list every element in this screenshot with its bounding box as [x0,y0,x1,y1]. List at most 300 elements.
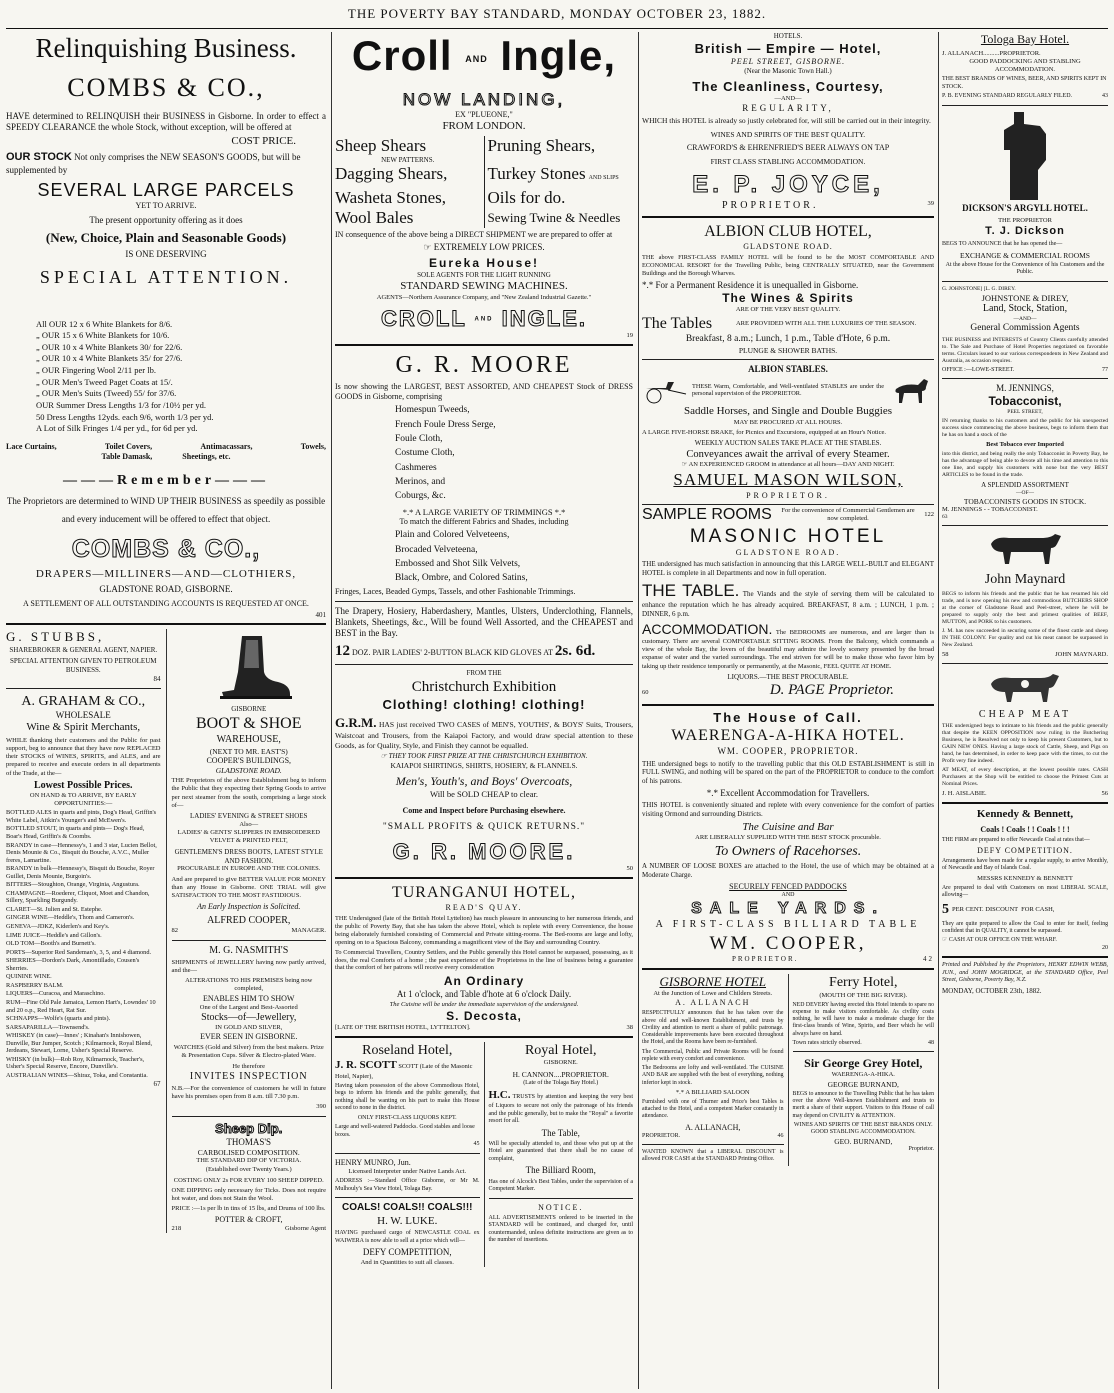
sample-note: For the convenience of Commercial Gentlemen are now completed. [781,506,915,522]
fabric-item: Merinos, and [395,477,446,488]
albion-wines: The Wines & Spirits [722,290,854,305]
column-divider [938,32,939,1389]
nasmith-invites: INVITES INSPECTION [189,1070,308,1082]
jd-top: G. JOHNSTONE] [L. G. DIREY. [942,285,1016,292]
page-footer [642,681,934,700]
cooper-role: PROPRIETOR. [732,955,799,964]
jennings-peel: PEEL STREET, [1007,409,1043,416]
velvet-item: Brocaded Velveteena, [395,544,478,555]
spirit-item: BRANDY in case—Hennessy's, 1 and 3 star, Lucien Bellot, Denis Mounie & Co., Bisquit du Bouche, A.V.C., Muller freres, Lamartine. [6,841,157,864]
graham-sub: WHOLESALE [55,710,111,720]
col1-left-sub [6,629,167,1233]
maynard-text2: J. M. has now succeeded in securing some of the finest cattle and sheep IN THE COLONY. For quality and cut his meat cannot be surpassed in New Zealand. [942,627,1108,648]
royal-ad [485,1042,634,1267]
gloves-line [335,642,633,661]
dip-agent: POTTER & CROFT, [214,1215,283,1225]
boot-text: THE Proprietors of the above Establishment beg to inform the Public that they expecting their Spring Goods to arrive per next steamer from the south, comprising a large stock of— [171,777,326,809]
blanket-item: All OUR 12 x 6 White Blankets for 8/6. [36,318,173,329]
kb-discount [942,901,1108,919]
sold-cheap: Will be SOLD CHEAP to clear. [430,789,538,800]
dip-costing: COSTING ONLY 2s FOR EVERY 100 SHEEP DIPPED. [173,1176,324,1184]
royal-title: Royal Hotel, [524,1042,597,1058]
fabric-item: Foule Cloth, [395,434,443,445]
croll-ingle-footer [335,305,633,333]
trimmings-text: A LARGE VARIETY OF TRIMMINGS [414,506,553,517]
cow-icon [985,668,1065,706]
tolaga-pb: P. B. EVENING STANDARD REGULARLY FILED. [942,93,1073,100]
remember-body: The Proprietors are determined to WIND UP THEIR BUSINESS as speedily as possible and every inducement will be offered to effect that object. [6,496,326,525]
bull-icon [985,530,1065,568]
maynard-text: BEGS to inform his friends and the public that he has resumed his old trade, and is now opening his new and commodious BUTCHERS SHOP at the corner of Gladstone Road and Peel-street, where he will be prepared to supply only the best and primest qualities of BEEF, MUTTON, and PORK to his customers. [942,590,1108,625]
ad-number: 50 [626,865,633,873]
masonic-title: MASONIC HOTEL [689,525,887,547]
situated: THIS HOTEL is conveniently situated and replete with every convenience for the comfort of parties visiting Ormond and surrounding Districts. [642,801,934,818]
coals-heading: COALS! COALS!! COALS!!! [341,1202,473,1214]
kb-for: FOR CASH, [1021,905,1055,913]
drapery: The Drapery, Hosiery, Haberdashery, Mantles, Ulsters, Underclothing, Flannels, Blankets, Sheetings, &c., Will be found Well Assorted, and the CHEAPEST and BEST in the Bay. [335,605,633,639]
small-profits: "SMALL PROFITS & QUICK RETURNS." [382,821,586,832]
column-3 [642,32,934,1389]
croll-ingle-title [335,32,633,83]
ad-number: 218 [171,1225,182,1233]
fenced: SECURELY FENCED PADDOCKS [729,881,847,891]
gisborne-hotel-title: GISBORNE HOTEL [659,974,767,990]
jd-general: General Commission Agents [970,322,1080,333]
boot-mgr: MANAGER. [291,927,326,935]
goods-left [335,208,485,228]
dip-agent-role: Gisborne Agent [285,1225,326,1233]
exhibition: Christchurch Exhibition [411,679,557,696]
best-tobacco: Best Tobacco ever Imported [986,441,1064,449]
gisborne-junction: At the Junction of Lowe and Childers Streets. [653,990,773,998]
cooper-name: WM. COOPER, [709,932,867,954]
of-word: —OF— [1015,489,1035,496]
dickson-name: T. J. Dickson [985,225,1065,238]
our-stock-label: OUR STOCK [6,150,72,163]
blanket-item: „ OUR Fingering Wool 2/11 per lb. [36,365,156,375]
nasmith-nb: N.B.—For the convenience of customers he will in future have his premises open from 8 a.m. till 7.30 p.m. [171,1085,326,1101]
tables-row [642,314,934,334]
blanket-item: OUR Summer Dress Lengths 1/3 for /10½ per yd. [36,399,206,410]
billiard-table: A FIRST-CLASS BILLIARD TABLE [655,919,921,931]
decosta-late: [LATE OF THE BRITISH HOTEL, LYTTELTON]. [335,1023,471,1031]
stubbs-note: SPECIAL ATTENTION GIVEN TO PETROLEUM BUSINESS. [10,657,157,674]
masonic-road: GLADSTONE ROAD. [735,548,841,558]
nasmith-watches: WATCHES (Gold and Silver) from the best makers. Prize & Presentation Cups. Silver & Electro-plated Ware. [173,1044,324,1060]
goods-right-label: Sewing Twine & Needles [487,209,621,225]
ordinary: An Ordinary [443,974,525,989]
ad-number: 39 [927,199,934,207]
tables-note: ARE PROVIDED WITH ALL THE LUXURIES OF THE SEASON. [735,319,917,327]
spirit-item: AUSTRALIAN WINES—Shiraz, Toka, and Constantia. [6,1071,148,1079]
moore-footer: G. R. MOORE. [392,838,576,864]
ferry-title: Ferry Hotel, [829,975,898,991]
imprint-date: MONDAY, OCTOBER 23th, 1882. [942,986,1042,995]
column-divider [638,32,639,1389]
royal-hc: H.C. [488,1089,511,1102]
boot-bldg: COOPER'S BUILDINGS, [206,755,292,765]
cost-price: COST PRICE. [231,135,296,147]
dickson-text: BEGS TO ANNOUNCE that he has opened the— [942,241,1063,247]
gisborne-prop: PROPRIETOR. [642,1132,681,1139]
velvets-list [335,529,633,584]
wilson-name: SAMUEL MASON WILSON, [673,470,903,490]
cheap-text: THE undersigned begs to intimate to his friends and the public generally that despite the KEEN OPPOSITION now ruling in the Butchering Business, he is Resolved not only to keep his present Customers, but to GAIN NEW ONES. Having a large stock of Cattle, Sheep, and Pigs on hand, he has determined, in order to keep pace with the times, to cut the Profit very fine indeed. [942,723,1108,765]
maynard-footer [942,651,1108,659]
velvet-item: Black, Ombre, and Colored Satins, [395,573,528,584]
column-4 [942,32,1108,1389]
blanket-item: A Lot of Silk Fringes 1/4 per yd., for 6d per yd. [36,423,198,434]
royal-prop: H. CANNON....PROPRIETOR. [512,1070,609,1080]
munro-role: Licensed Interpreter under Native Lands Act. [348,1167,467,1175]
spirit-item: SHERRIES—Dordon's Dark, Amontillado, Cousen's Sherries. [6,957,140,972]
tolaga-best: THE BEST BRANDS OF WINES, BEER, AND SPIRITS KEPT IN STOCK. [942,76,1107,90]
present-opportunity: The present opportunity offering as it does [89,215,243,226]
turanganui-text: THE Undersigned (late of the British Hotel Lyttelton) has much pleasure in announcing to her numerous friends, and the public of Poverty Bay, that she has taken the above Hotel, which is replete with every Convenience, the house being elaborately furnished consisting of Commercial and Private sitting-rooms. The Bed-rooms are large and lofty, opening on to a Spacious Balcony, commanding a magnificent view of the Bay and surrounding Country. [335,915,633,946]
trimmings: *.* A LARGE VARIETY OF TRIMMINGS *.* [402,506,566,517]
spirit-item: GENEVA—JDKZ, Kiderlen's and Key's. [6,923,110,931]
decosta: S. Decosta, [446,1008,522,1023]
waerenga-cooper: WM. COOPER, PROPRIETOR. [717,746,859,757]
combs-firm-name: COMBS & CO., [67,73,265,102]
ad-number: 60 [642,689,649,697]
kb-text: THE FIRM are prepared to offer Newcastle Coal at rates that— [942,836,1090,843]
blanket-item: „ OUR Men's Suits (Tweed) 55/ for 37/6. [36,388,177,399]
groom: ☞ AN EXPERIENCED GROOM in attendance at all hours—DAY AND NIGHT. [681,461,895,469]
spirit-item: SCHNAPPS—Wolfe's (quarts and pints). [6,1015,111,1023]
blanket-item: „ OUR 15 x 6 White Blankets for 10/6. [36,330,170,341]
nasmith-he: He therefore [232,1062,266,1070]
linen-item: Table Damask, [101,451,153,461]
nasmith-alter: ALTERATIONS TO HIS PREMISES being now completed, [185,977,313,993]
masonic-text: THE undersigned has much satisfaction in announcing that this LARGE WELL-BUILT and ELEGANT HOTEL is complete in all Departments and now in full operation. [642,560,934,578]
plunge: PLUNGE & SHOWER BATHS. [738,345,838,355]
spirit-item: BRANDY in bulk—Hennessy's, Bisquit du Bouche, Royer Guillet, Denis Mounie, Burgoin's. [6,865,155,880]
british-empire-title: British — Empire — Hotel, [694,40,882,56]
roseland-ad [335,1042,485,1267]
goods-right [485,188,634,208]
linen-item: Lace Curtains, [6,441,57,451]
croll-word: Croll [351,32,453,79]
fabrics-list [335,404,633,502]
goods-left [335,188,485,208]
sample-rooms-row [642,504,934,525]
our-stock-text: Not only comprises the NEW SEASON'S GOODS, but will be supplemented by [6,151,301,175]
column-2 [335,32,633,1389]
gisborne-hotel-ad [642,974,789,1166]
albion-stables: ALBION STABLES. [748,364,828,375]
ad-number: 77 [1102,366,1108,373]
ad-number: 63 [942,514,948,521]
spirit-item: SARSAPARILLA—Townsend's. [6,1023,90,1031]
which-text: WHICH this HOTEL is already so justly celebrated for, will still be carried out in their integrity. [642,116,931,126]
wanted-known: WANTED KNOWN that a LIBERAL DISCOUNT is allowed FOR CASH at the STANDARD Printing Office. [642,1149,784,1163]
spirit-item: WHISKY (in bulk)—Rob Roy, Kilmarnock, Teacher's, Usher's Special Reserve, Encore, Dunville's. [6,1055,145,1071]
new-choice-goods: (New, Choice, Plain and Seasonable Goods) [45,229,287,245]
boot-slippers: LADIES' & GENTS' SLIPPERS IN EMBROIDERED VELVET & PRINTED FELT, [177,828,320,844]
gisborne-text: RESPECTFULLY announces that he has taken over the above old and well-known Establishment, and trusts by Civility and attention to merit a share of public patronage. Considerable improvements have been executed throughout the Hotel, and the Rooms have been re-furnished. [642,1010,784,1046]
dip-footer [172,1225,327,1233]
blanket-item: „ OUR 10 x 4 White Blankets 35/ for 27/6. [36,353,183,364]
spirit-item: LIQUERS—Curacoa, and Maraschino. [6,990,105,998]
match-text: To match the different Fabrics and Shades, including [399,517,569,527]
jennings-text2: into this district, and being really the only Tobacconist in Poverty Bay, he has the advantage of being able to devote all his time and attention to this one line, and supply his customers with none but the very BEST ARTICLES to be found in the trade. [942,451,1108,479]
prize-text: THEY TOOK FIRST PRIZE AT THE CHRISTCHURCH EXHIBITION. [388,752,588,761]
goods-right [485,164,634,188]
eureka-house: Eureka House! [428,256,540,271]
roseland-title: Roseland Hotel, [362,1042,453,1058]
ad-number: 56 [1101,790,1108,798]
remember-text: Remember [116,472,216,488]
goods-left-label: Sheep Shears [335,135,427,155]
page-proprietor: D. PAGE Proprietor. [769,682,894,699]
sale-yards: SALE YARDS. [691,900,885,918]
ex-ship: EX "PLUEONE," [455,110,513,120]
notice-text: ALL ADVERTISEMENTS ordered to be inserted in the STANDARD will be continued, and charged for, until countermanded, unless definite instructions are given as to the number of insertions. [488,1214,633,1244]
sewing-machines: STANDARD SEWING MACHINES. [400,279,568,292]
kb-messrs: MESSRS KENNEDY & BENNETT [977,874,1073,882]
and-word: AND [465,53,488,64]
gloves-num: 12 [335,642,350,659]
gisborne-saloon-text: A BILLIARD SALOON [685,1088,750,1096]
auction: WEEKLY AUCTION SALES TAKE PLACE AT THE STABLES. [694,439,882,448]
goods-row [335,188,633,208]
moore-title: G. R. MOORE [395,352,573,379]
cooper-footer [642,955,934,964]
cleanliness: The Cleanliness, Courtesy, [692,78,884,94]
royal-text: TRUSTS by attention and keeping the very best of Liquors to secure not only the patronage of his friends and the public generally, but to make the "Royal" a favorite resort for all. [488,1094,633,1125]
relinquishing-title: Relinquishing Business. [35,33,297,63]
tobacconist: Tobacconist, [988,394,1062,409]
spirit-item: RUM—Fine Old Pale Jamaica, Lemon Hart's, Lowndes' 10 and 20 o.p., Red Heart, Rat Sur. [6,998,156,1014]
ordinary-time: At 1 o'clock, and Table d'hote at 6 o'clock Daily. [396,989,572,1000]
gisborne-text3: The Bedrooms are lofty and well-ventilated. The CUISINE AND BAR are supplied with the best of everything, nothing inferior kept in stock. [642,1065,784,1086]
boot-owner: ALFRED COOPER, [207,914,291,926]
cuisine-note: The Cuisine will be under the immediate supervision of the undersigned. [389,1000,579,1008]
from-london: FROM LONDON. [442,120,526,133]
cuisine-bar: The Cuisine and Bar [742,820,834,833]
gisborne-saloon: *.* A BILLIARD SALOON [675,1088,750,1096]
sample-rooms: SAMPLE ROOMS [642,505,772,523]
roseland-text: Having taken possession of the above Commodious Hotel, begs to inform his friends and the public generally, that nothing shall be wanting on his part to make this House second to none in the district. [335,1082,480,1112]
blanket-item: 50 Dress Lengths 12yds. each 9/6, worth 1/3 per yd. [36,411,214,422]
spirit-item: CHAMPAGNE—Roederer, Cliquot, Moet and Chandon, Sillery, Sparkling Burgundy. [6,889,150,905]
ferry-text: NED DEVERY having erected this Hotel intends to spare no expense to make visitors comfortable. As civility costs nothing, he will have to make a moderate charge for the first-class brands of Wine, Spirits, and Beer which he will always have on hand. [792,1001,934,1037]
the-table: THE TABLE. [642,580,740,600]
turanganui-text2: To Commercial Travellers, Country Settlers, and the Public generally this Hotel cannot be surpassed, possessing, as it does, the real Comforts of a home ; the past experience of the Proprietress in the line of business being a guarantee that the comfort of her patrons will receive every consideration [335,948,633,972]
house-of-call: The House of Call. [713,710,863,726]
ad-number: 42 [923,955,934,964]
linens-row [6,452,326,462]
tolaga-good: GOOD PADDOCKING AND STABLING ACCOMMODATION. [969,58,1081,74]
blanket-list [6,319,326,434]
maynard-name2: JOHN MAYNARD. [1055,650,1108,658]
cheap-meat: CHEAP MEAT [978,708,1072,720]
boot-icon [204,632,294,702]
ad-number: 67 [153,1080,161,1089]
boot-also: Also— [239,820,259,828]
ferry-rules: Town rates strictly observed. [792,1039,862,1046]
ad-number: 19 [626,332,633,340]
breakfast: Breakfast, 8 a.m.; Lunch, 1 p.m., Table d'Hote, 6 p.m. [685,333,891,344]
kb-defy: DEFY COMPETITION. [977,846,1073,856]
kb-cash: ☞ CASH AT OUR OFFICE ON THE WHARF. [942,937,1057,944]
near-hall: (Near the Masonic Town Hall.) [744,67,832,75]
ad-number: 58 [942,650,949,658]
nasmith-enables: ENABLES HIM TO SHOW [203,993,295,1003]
tolaga-owner: J. ALLANACH..........PROPRIETOR. [942,50,1041,57]
spirit-item: LIME JUICE—Heddle's and Gillon's. [6,931,102,939]
fabric-item: Cashmeres [395,462,437,473]
grm-initials: G.R.M. [335,715,377,731]
spirit-item: RASPBERRY BALM. [6,981,64,989]
stables-row [642,375,934,405]
now-landing: NOW LANDING, [402,89,566,109]
goods-right [485,208,634,228]
spirit-item: WHISKEY (in case)—Innes' ; Kinahan's Innishowen, Dunville, Bur Jumper, Scotch ; Kilmarnock, Royal Blend, Jerdeans, Stewart, Lorne, Usher's Special Reserve. [6,1032,153,1055]
graham-text: WHILE thanking their customers and the Public for past support, beg to announce that they have now REPLACED their STOCKS of WINES, SPIRITS, and ALES, and are prepared to receive and execute orders in all departments of the Trade, at the— [6,737,161,777]
royal-late: (Late of the Tolaga Bay Hotel.) [523,1079,599,1086]
turanganui-title: TURANGANUI HOTEL, [391,884,577,902]
luke-text: HAVING purchased cargo of NEWCASTLE COAL ex WAIWERA is now able to sell at a price which will— [335,1230,480,1244]
boot-early: An Early Inspection is Solicited. [197,901,301,911]
gisborne-owner: A. ALLANACH [675,998,751,1008]
low-prices-text: EXTREMELY LOW PRICES. [433,241,545,252]
ad-number: 46 [777,1132,784,1139]
fabric-item: Costume Cloth, [395,448,455,459]
hotels-label: HOTELS. [773,32,803,40]
and-word: AND [781,891,795,898]
ferry-mouth: (MOUTH OF THE BIG RIVER). [819,991,908,999]
nasmith-gold: IN GOLD AND SILVER, [215,1024,283,1032]
luke-defy: DEFY COMPETITION, [362,1247,452,1258]
velvet-item: Plain and Colored Velveteens, [395,530,510,541]
excellent-text: Excellent Accommodation for Travellers. [720,787,870,798]
gisborne-text2: The Commercial, Public and Private Rooms will be found replete with every comfort and convenience. [642,1048,784,1062]
low-prices: ☞ EXTREMELY LOW PRICES. [423,241,545,252]
spirit-item: BOTTLED STOUT, in quarts and pints— Dog's Head, Boar's Head, Griffin's & Coombs. [6,825,145,841]
goods-row [335,136,633,164]
tables: The Tables [642,314,713,332]
nasmith-one: One of the Largest and Best-Assorted [199,1003,298,1011]
jd-and: —AND— [1013,315,1037,322]
from-the: FROM THE [466,669,502,678]
boot-ladies: LADIES' EVENING & STREET SHOES [190,811,308,820]
boot-ware: WAREHOUSE, [216,734,281,745]
linen-item: Towels, [300,441,326,451]
nasmith-text: SHIPMENTS of JEWELLERY having now partly arrived, and the— [171,959,326,975]
column-1 [6,32,326,1389]
top-rule [6,28,1108,29]
albion-road: GLADSTONE ROAD. [743,242,833,251]
dickson-exchange: EXCHANGE & COMMERCIAL ROOMS [960,250,1090,260]
combs-address: GLADSTONE ROAD, GISBORNE. [99,584,233,595]
moore-text: Is now showing the LARGEST, BEST ASSORTED, AND CHEAPEST Stock of DRESS GOODS in Gisborne, comprising [335,382,633,402]
agents-line: AGENTS—Northern Assurance Company, and "New Zealand Industrial Gazette." [376,293,592,301]
goods-left-label: Wool Bales [335,207,414,227]
gloves-text: DOZ. PAIR LADIES' 2-BUTTON BLACK KID GLOVES AT [352,647,553,657]
grey-loc: WAERENGA-A-HIKA. [831,1071,895,1079]
goods-grid [335,136,633,228]
graham-trade: Wine & Spirit Merchants, [26,721,141,734]
combs-footer-name: COMBS & CO., [71,535,261,564]
jennings-name: M. JENNINGS, [996,383,1054,394]
combs-trades: DRAPERS—MILLINERS—AND—CLOTHIERS, [35,567,297,580]
jd-text: THE BUSINESS and INTERESTS of Country Clients carefully attended to. The Sale and Purchase of Hotel Properties negotiated on favorable terms. Circulars issued to our various correspondents in New Zealand and Australia, as occasion requires. [942,336,1108,364]
clothing: Clothing! clothing! clothing! [382,696,586,712]
spirit-item: BITTERS—Stoughton, Orange, Virginia, Angustura. [6,881,140,889]
ad-number: 84 [153,674,161,683]
dickson-title: DICKSON'S ARGYLL HOTEL. [962,202,1088,213]
waerenga-text: THE undersigned begs to notify to the travelling public that this OLD ESTABLISHMENT is still in FULL SWING, and nothing will be spared on the part of the PROPRIETOR to conduce to the comfort of his patrons. [642,759,934,786]
grm-text: HAS just received TWO CASES of MEN'S, YOUTHS', & BOYS' Suits, Trousers, Waistcoat and Trousers, from the Kaiapoi Factory, and would draw special attention to these Goods, as for Quality, Style, and Finish they cannot be equalled. [335,720,633,750]
goods-left [335,164,485,188]
consequence-text: IN consequence of the above being a DIRECT SHIPMENT we are prepared to offer at [335,229,613,239]
splendid: A SPLENDID ASSORTMENT [981,481,1069,490]
blanket-item: „ OUR 10 x 4 White Blankets 30/ for 22/6. [36,341,183,352]
and-word: —AND— [774,95,802,102]
groom-text: AN EXPERIENCED GROOM in attendance at all hours—DAY AND NIGHT. [688,461,895,469]
fabric-item: French Foule Dress Serge, [395,419,496,430]
boot-value: And are prepared to give BETTER VALUE FOR MONEY than any House in Gisborne. ONE TRIAL will give SATISFACTION TO THE MOST FASTIDIOUS. [171,875,326,899]
nasmith-stocks: Stocks—of—Jewellery, [201,1011,297,1023]
gisborne-owner2: A. ALLANACH, [685,1122,741,1132]
joyce-role: PROPRIETOR. [722,199,819,211]
grey-owner2: GEO. BURNAND, [834,1136,893,1146]
accom-text: The BEDROOMS are numerous, and are larger than is customary. There are several COMFORTABLE SITTING ROOMS. From the Balcony, which commands a view of the whole Bay, the lovers of the beautiful may admire the lovely scenery presented by the broad expanse of water and the varied surroundings. The end striven for will be to make those who favor him by taking up their residence temporarily or permanently, at the Masonic, FEEL QUITE AT HOME. [642,628,934,670]
regularity: REGULARITY, [742,103,834,114]
ingle-word: Ingle, [500,32,617,79]
goods-left-sub: NEW PATTERNS. [381,155,435,164]
cuisine-text: ARE LIBERALLY SUPPLIED WITH THE BEST STOCK procurable. [695,834,881,842]
col3-lower [642,974,934,1166]
boot-place: GISBORNE [231,705,267,714]
luke-name: H. W. LUKE. [377,1214,438,1227]
luke-defy-text: And in Quantities to suit all classes. [360,1258,454,1266]
wines-quality: WINES AND SPIRITS OF THE BEST QUALITY. [710,129,866,139]
grey-title: Sir George Grey Hotel, [804,1056,923,1071]
linens-row [6,442,326,452]
conveyances: Conveyances await the arrival of every Steamer. [686,449,890,461]
excellent: *.* Excellent Accommodation for Travellers. [706,787,870,798]
grey-owner: GEORGE BURNAND, [827,1079,899,1089]
royal-billiard: The Billiard Room, [525,1165,596,1176]
turanganui-loc: READ'S QUAY. [445,903,523,913]
maynard-title: John Maynard [984,572,1066,588]
peel-street: PEEL STREET, GISBORNE. [730,57,846,66]
horse-icon [888,375,934,405]
spirits-list [6,809,161,1079]
wilson-role: PROPRIETOR. [746,490,830,500]
joyce-name: E. P. JOYCE, [692,170,884,198]
ferry-footer [793,1040,935,1048]
masthead: THE POVERTY BAY STANDARD, MONDAY OCTOBER 23, 1882. [347,6,767,21]
albion-title: ALBION CLUB HOTEL, [704,223,872,240]
stubbs-name: G. STUBBS, [6,629,105,645]
blanket-item: „ OUR Men's Tweed Paget Coats at 15/. [36,376,173,387]
spirit-item: QUININE WINE. [6,973,52,981]
velvet-item: Embossed and Shot Silk Velvets, [395,559,521,570]
spirit-item: GINGER WINE—Heddle's, Thom and Cameron's. [6,914,135,922]
roseland-large: Large and well-watered Paddocks. Good stables and loose boxes. [335,1124,475,1138]
gisborne-saloon-text2: Furnished with one of Thurner and Price's best Tables is attached to the Hotel, and a competent Marker constantly in attendance. [642,1098,784,1120]
munro-address: ADDRESS :—Standard Office Gisborne, or Mr M. Mulhouly's Sea View Hotel, Tolaga Bay. [335,1178,480,1192]
on-hand: ON HAND & TO ARRIVE, BY EARLY OPPORTUNITIES:— [29,792,137,808]
gisborne-footer [642,1133,784,1141]
dip-one: ONE DIPPING only necessary for Ticks. Does not require hot water, and does not Stain the Wool. [171,1186,326,1202]
jennings-text: IN returning thanks to his customers and the public for his unexpected success since commencing the above business, begs to inform them that he has on hand a stock of the [942,418,1108,439]
kb-cash-text: CASH AT OUR OFFICE ON THE WHARF. [948,937,1057,944]
